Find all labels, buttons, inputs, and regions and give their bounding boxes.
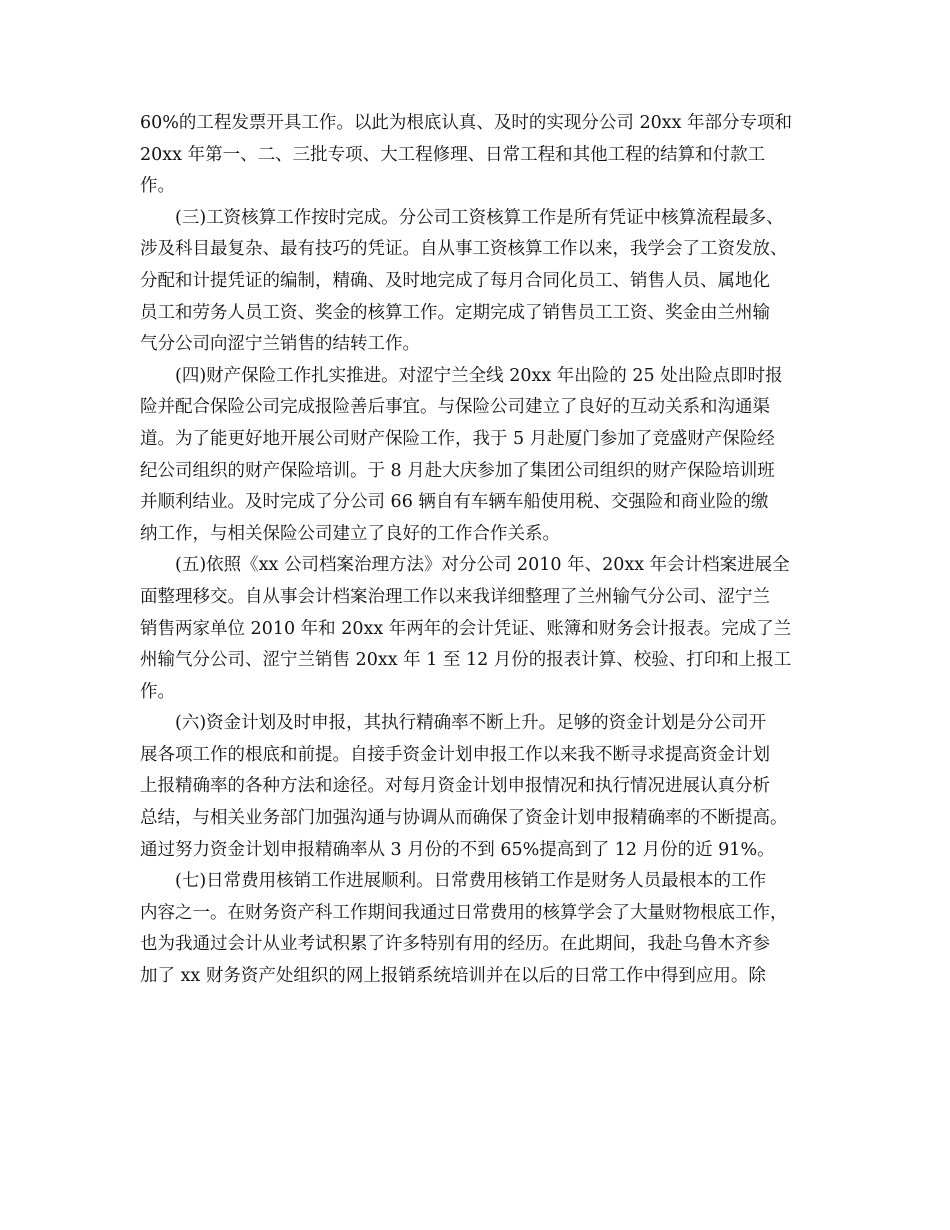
text-line: 气分公司向涩宁兰销售的结转工作。	[140, 334, 420, 355]
paragraph-accounting-archives	[140, 550, 820, 708]
text-line: 展各项工作的根底和前提。自接手资金计划申报工作以来我不断寻求提高资金计划	[140, 744, 770, 765]
text-line: (六)资金计划及时申报，其执行精确率不断上升。足够的资金计划是分公司开	[140, 713, 767, 734]
text-line: 并顺利结业。及时完成了分公司 66 辆自有车辆车船使用税、交强险和商业险的缴	[140, 492, 769, 513]
text-line: 作。	[140, 681, 175, 702]
text-line: 员工和劳务人员工资、奖金的核算工作。定期完成了销售员工工资、奖金由兰州输	[140, 302, 770, 323]
paragraph-expense-reimbursement	[140, 866, 820, 992]
text-line: 60%的工程发票开具工作。以此为根底认真、及时的实现分公司 20xx 年部分专项和	[140, 113, 793, 133]
text-line: 也为我通过会计从业考试积累了许多特别有用的经历。在此期间，我赴乌鲁木齐参	[140, 934, 770, 955]
text-line: 险并配合保险公司完成报险善后事宜。与保险公司建立了良好的互动关系和沟通渠	[140, 397, 770, 418]
text-line: 纳工作，与相关保险公司建立了良好的工作合作关系。	[140, 523, 560, 544]
text-line: 作。	[140, 176, 175, 197]
document-body	[140, 108, 820, 993]
text-line: 纪公司组织的财产保险培训。于 8 月赴大庆参加了集团公司组织的财产保险培训班	[140, 460, 775, 481]
text-line: 加了 xx 财务资产处组织的网上报销系统培训并在以后的日常工作中得到应用。除	[140, 966, 766, 987]
text-line: 内容之一。在财务资产科工作期间我通过日常费用的核算学会了大量财物根底工作，	[140, 902, 788, 923]
text-line: 州输气分公司、涩宁兰销售 20xx 年 1 至 12 月份的报表计算、校验、打印和上报工	[140, 650, 792, 671]
text-line: 销售两家单位 2010 年和 20xx 年两年的会计凭证、账簿和财务会计报表。完成了兰	[140, 618, 792, 639]
text-line: (五)依照《xx 公司档案治理方法》对分公司 2010 年、20xx 年会计档案进展全	[140, 555, 790, 576]
paragraph-invoice-settlement	[140, 108, 820, 203]
text-line: 20xx 年第一、二、三批专项、大工程修理、日常工程和其他工程的结算和付款工	[140, 144, 766, 165]
text-line: (三)工资核算工作按时完成。分公司工资核算工作是所有凭证中核算流程最多、	[140, 207, 784, 228]
text-line: 道。为了能更好地开展公司财产保险工作，我于 5 月赴厦门参加了竞盛财产保险经	[140, 428, 775, 449]
paragraph-property-insurance	[140, 361, 820, 551]
text-line: (七)日常费用核销工作进展顺利。日常费用核销工作是财务人员最根本的工作	[140, 871, 767, 892]
text-line: 面整理移交。自从事会计档案治理工作以来我详细整理了兰州输气分公司、涩宁兰	[140, 586, 770, 607]
text-line: (四)财产保险工作扎实推进。对涩宁兰全线 20xx 年出险的 25 处出险点即时报	[140, 365, 783, 386]
text-line: 上报精确率的各种方法和途径。对每月资金计划申报情况和执行情况进展认真分析	[140, 776, 770, 797]
text-line: 总结，与相关业务部门加强沟通与协调从而确保了资金计划申报精确率的不断提高。	[140, 808, 788, 829]
text-line: 分配和计提凭证的编制，精确、及时地完成了每月合同化员工、销售人员、属地化	[140, 270, 770, 291]
text-line: 通过努力资金计划申报精确率从 3 月份的不到 65%提高到了 12 月份的近 91%。	[140, 839, 775, 860]
paragraph-payroll-accounting	[140, 203, 820, 361]
text-line: 涉及科目最复杂、最有技巧的凭证。自从事工资核算工作以来，我学会了工资发放、	[140, 239, 788, 260]
paragraph-fund-planning	[140, 708, 820, 866]
